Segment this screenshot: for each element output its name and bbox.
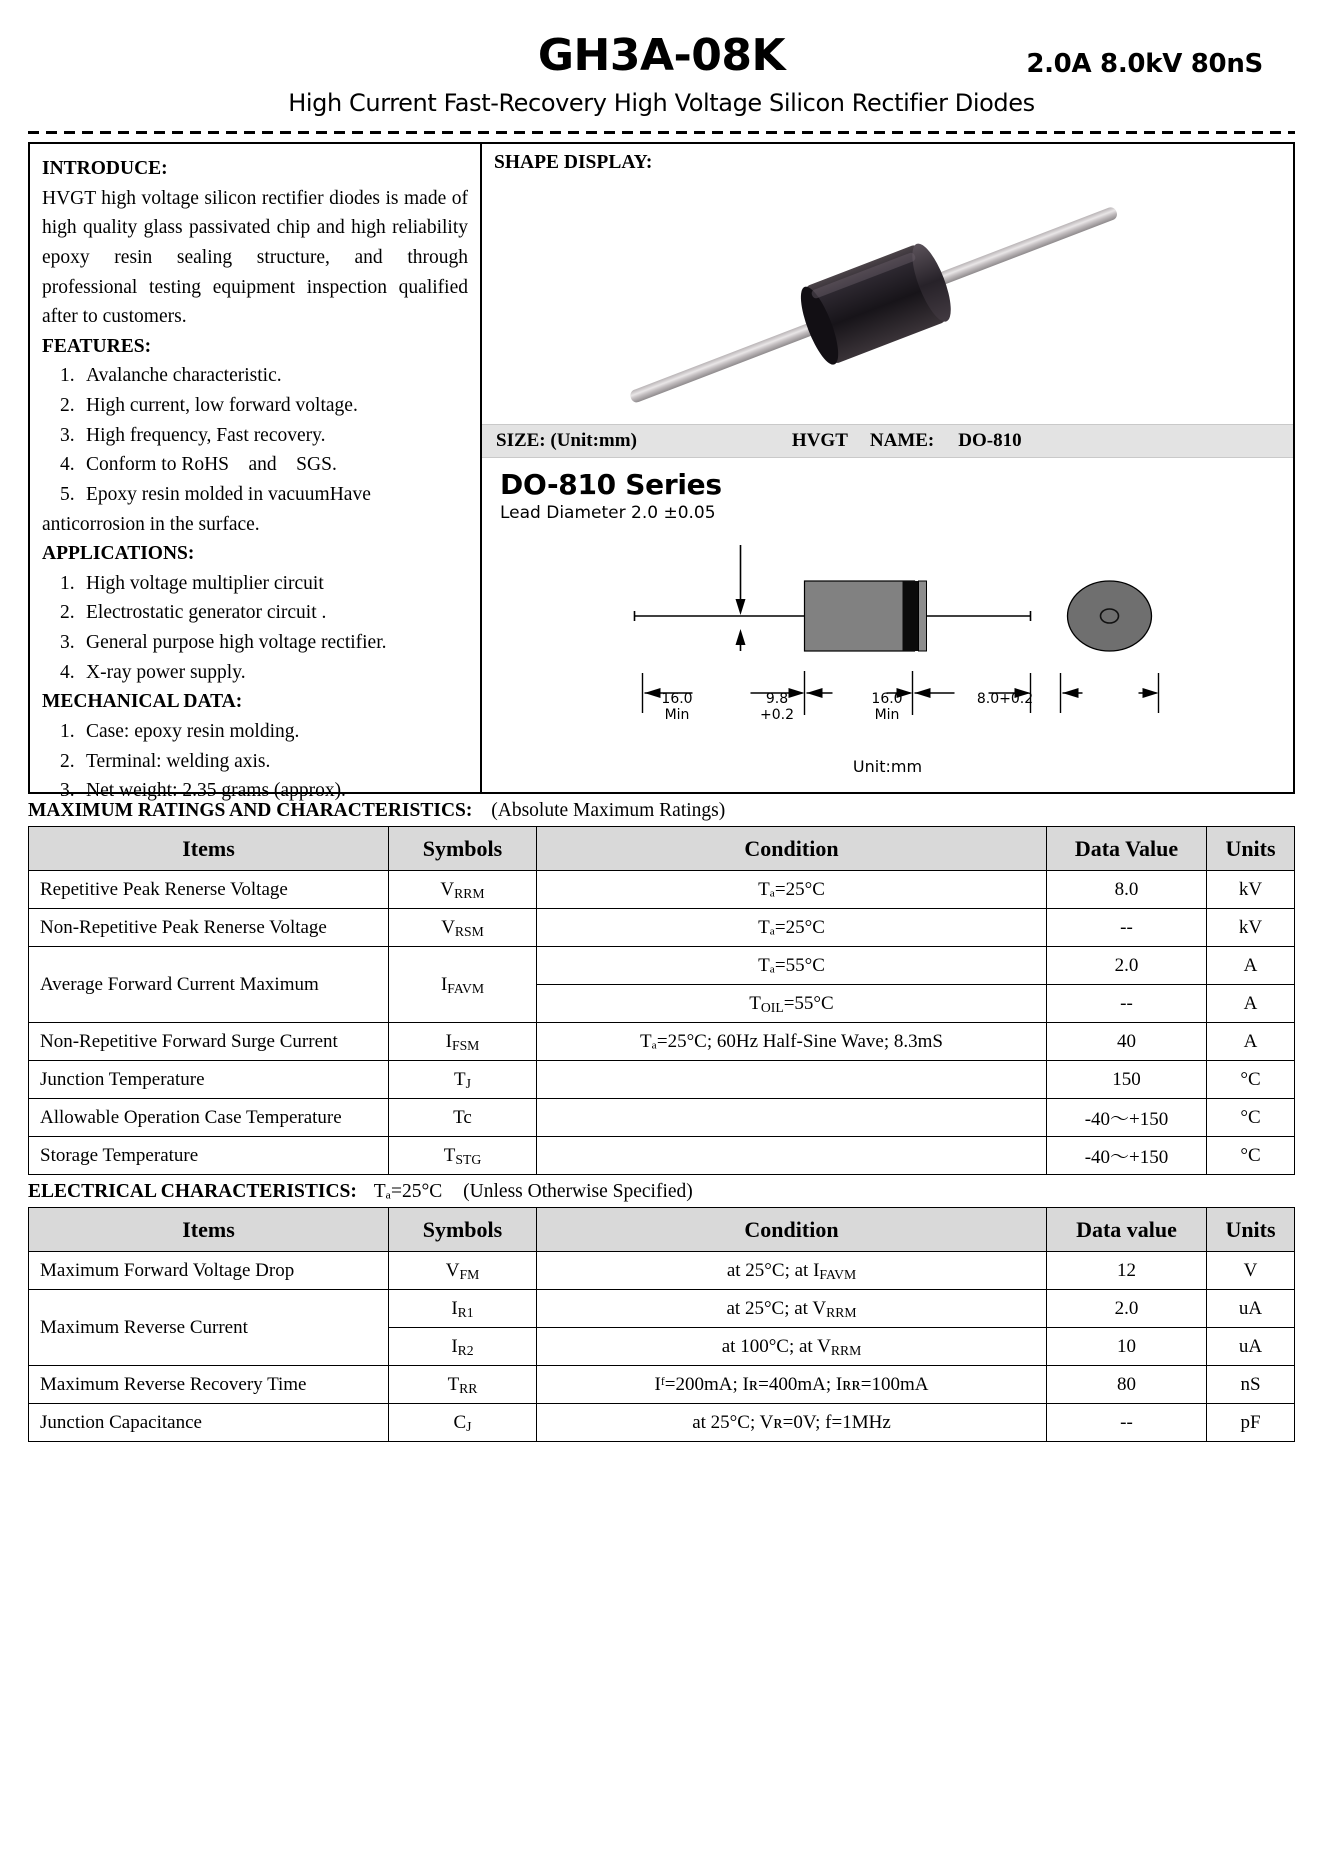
dimension-tolerance: +0.2	[760, 707, 794, 724]
max-ratings-caption	[28, 800, 1295, 822]
row-unit: V	[1207, 1252, 1295, 1290]
row-item: Repetitive Peak Renerse Voltage	[29, 871, 389, 909]
row-condition	[537, 1328, 1047, 1366]
list-number: 3.	[60, 780, 75, 802]
row-value: --	[1047, 909, 1207, 947]
table-row	[29, 1252, 1295, 1290]
condition-sub: RRM	[826, 1304, 857, 1320]
drawing-title: DO-810 Series	[500, 468, 722, 501]
dimension-value: 16.0	[871, 691, 903, 707]
dimension-4	[960, 691, 1050, 707]
dimension-value: 8.0+0.2	[976, 691, 1034, 707]
condition-sub: FAVM	[819, 1266, 857, 1282]
table-row	[29, 1099, 1295, 1137]
column-header-condition: Condition	[537, 1208, 1047, 1252]
symbol-main: I	[451, 1297, 458, 1319]
row-item: Allowable Operation Case Temperature	[29, 1099, 389, 1137]
row-symbol	[389, 1061, 537, 1099]
list-text: High voltage multiplier circuit	[86, 572, 324, 594]
symbol-main: C	[453, 1411, 467, 1433]
introduce-text: HVGT high voltage silicon rectifier diodes is made of high quality glass passivated chip and high reliability epoxy resin sealing structure, and through professional testing equipment inspection qualified after to customers.	[42, 187, 468, 328]
name-label: NAME:	[869, 430, 935, 451]
row-symbol	[389, 1137, 537, 1175]
row-item: Maximum Forward Voltage Drop	[29, 1252, 389, 1290]
symbol-main: T	[454, 1068, 466, 1090]
diode-photo	[482, 174, 1293, 424]
introduce-heading: INTRODUCE:	[42, 158, 168, 179]
right-shape-column	[482, 144, 1293, 792]
list-text: High current, low forward voltage.	[86, 395, 358, 416]
list-item	[42, 361, 468, 391]
row-unit: kV	[1207, 909, 1295, 947]
row-item: Storage Temperature	[29, 1137, 389, 1175]
electrical-caption-light: (Unless Otherwise Specified)	[463, 1181, 693, 1202]
table-row	[29, 909, 1295, 947]
row-value: -40～+150	[1047, 1099, 1207, 1137]
mechanical-list	[42, 717, 468, 806]
list-text: Avalanche characteristic.	[86, 365, 282, 387]
max-ratings-table	[28, 826, 1295, 1175]
column-header-data-value: Data Value	[1047, 827, 1207, 871]
row-unit: kV	[1207, 871, 1295, 909]
row-value: 80	[1047, 1366, 1207, 1404]
row-value: 12	[1047, 1252, 1207, 1290]
dimension-3	[852, 691, 922, 723]
row-value: 2.0	[1047, 1290, 1207, 1328]
row-unit: °C	[1207, 1099, 1295, 1137]
row-unit: nS	[1207, 1366, 1295, 1404]
list-item	[42, 391, 468, 421]
row-value: 2.0	[1047, 947, 1207, 985]
row-condition	[537, 1061, 1047, 1099]
row-value: 150	[1047, 1061, 1207, 1099]
row-item: Junction Temperature	[29, 1061, 389, 1099]
table-row	[29, 947, 1295, 985]
left-info-column	[30, 144, 482, 802]
column-header-symbols: Symbols	[389, 1208, 537, 1252]
package-name-value: DO-810	[958, 430, 1022, 451]
max-ratings-caption-bold: MAXIMUM RATINGS AND CHARACTERISTICS:	[28, 800, 473, 821]
list-item	[42, 747, 468, 777]
row-symbol	[389, 871, 537, 909]
row-item: Non-Repetitive Peak Renerse Voltage	[29, 909, 389, 947]
applications-heading: APPLICATIONS:	[42, 543, 195, 565]
dimension-value: 9.8	[765, 691, 789, 707]
list-number: 4.	[60, 454, 75, 476]
table-row	[29, 1290, 1295, 1328]
column-header-condition: Condition	[537, 827, 1047, 871]
row-unit: °C	[1207, 1061, 1295, 1099]
row-unit: A	[1207, 1023, 1295, 1061]
list-text: Epoxy resin molded in vacuumHave	[86, 483, 371, 505]
row-symbol	[389, 1328, 537, 1366]
row-unit: uA	[1207, 1328, 1295, 1366]
row-condition: Tₐ=25°C	[537, 871, 1047, 909]
symbol-main: T	[443, 1144, 456, 1166]
row-condition	[537, 1252, 1047, 1290]
row-unit: A	[1207, 985, 1295, 1023]
table-row	[29, 1366, 1295, 1404]
row-symbol: Tc	[389, 1099, 537, 1137]
symbol-sub: FM	[459, 1266, 480, 1282]
row-item: Non-Repetitive Forward Surge Current	[29, 1023, 389, 1061]
brand-label: HVGT	[791, 430, 848, 451]
list-number: 5.	[60, 483, 75, 505]
dimension-2	[747, 691, 807, 723]
list-text: Terminal: welding axis.	[86, 750, 271, 772]
package-drawing	[482, 458, 1293, 788]
row-condition: Tₐ=25°C; 60Hz Half-Sine Wave; 8.3mS	[537, 1023, 1047, 1061]
table-header-row	[29, 1208, 1295, 1252]
symbol-sub: RSM	[454, 923, 484, 939]
row-symbol	[389, 1290, 537, 1328]
list-number: 3.	[60, 424, 75, 446]
column-header-items: Items	[29, 1208, 389, 1252]
symbol-sub: FAVM	[447, 980, 485, 996]
top-panel	[28, 142, 1295, 802]
row-condition: at 25°C; Vʀ=0V; f=1MHz	[537, 1404, 1047, 1442]
condition-sub: OIL	[760, 999, 784, 1015]
row-item: Maximum Reverse Recovery Time	[29, 1366, 389, 1404]
symbol-main: I	[440, 973, 448, 995]
condition-main: at 25°C; at I	[726, 1259, 820, 1281]
electrical-caption-bold: ELECTRICAL CHARACTERISTICS:	[28, 1181, 357, 1202]
features-list	[42, 361, 468, 509]
row-value: 10	[1047, 1328, 1207, 1366]
list-text: X-ray power supply.	[86, 661, 246, 683]
dimension-1	[642, 691, 712, 723]
header-title-row	[28, 30, 1295, 81]
list-number: 4.	[60, 661, 75, 683]
ratings-summary: 2.0A 8.0kV 80nS	[1026, 49, 1263, 79]
row-condition	[537, 1290, 1047, 1328]
row-symbol	[389, 1252, 537, 1290]
row-unit: °C	[1207, 1137, 1295, 1175]
column-header-symbols: Symbols	[389, 827, 537, 871]
table-row	[29, 1023, 1295, 1061]
row-item: Average Forward Current Maximum	[29, 947, 389, 1023]
symbol-sub: J	[466, 1418, 472, 1434]
condition-main: at 100°C; at V	[721, 1335, 831, 1357]
drawing-subtitle: Lead Diameter 2.0 ±0.05	[500, 503, 716, 523]
list-text: High frequency, Fast recovery.	[86, 424, 326, 446]
table-row	[29, 871, 1295, 909]
list-item	[42, 717, 468, 747]
header-divider	[28, 131, 1295, 134]
row-value: --	[1047, 985, 1207, 1023]
row-item: Maximum Reverse Current	[29, 1290, 389, 1366]
row-symbol	[389, 1366, 537, 1404]
list-item	[42, 658, 468, 688]
row-value: 8.0	[1047, 871, 1207, 909]
row-unit: pF	[1207, 1404, 1295, 1442]
row-value: -40～+150	[1047, 1137, 1207, 1175]
list-text: Electrostatic generator circuit .	[86, 602, 327, 624]
column-header-items: Items	[29, 827, 389, 871]
dimension-tolerance: Min	[874, 707, 900, 724]
symbol-sub: J	[465, 1075, 471, 1091]
list-number: 1.	[60, 572, 75, 594]
list-text: Case: epoxy resin molding.	[86, 720, 300, 742]
row-condition: Iᶠ=200mA; Iʀ=400mA; Iʀʀ=100mA	[537, 1366, 1047, 1404]
column-header-units: Units	[1207, 827, 1295, 871]
unit-note: Unit:mm	[852, 757, 923, 776]
list-item	[42, 598, 468, 628]
part-number: GH3A-08K	[537, 30, 786, 81]
list-item	[42, 421, 468, 451]
row-condition: Tₐ=25°C	[537, 909, 1047, 947]
row-symbol	[389, 1023, 537, 1061]
dimension-tolerance: Min	[664, 707, 690, 724]
symbol-main: V	[440, 878, 455, 900]
features-continuation: anticorrosion in the surface.	[42, 513, 260, 535]
row-unit: A	[1207, 947, 1295, 985]
list-item	[42, 450, 468, 480]
electrical-caption-condition: Tₐ=25°C	[373, 1181, 443, 1202]
dimension-value: 16.0	[661, 691, 693, 707]
list-item	[42, 628, 468, 658]
symbol-main: I	[445, 1030, 452, 1052]
size-label: SIZE: (Unit:mm)	[496, 430, 637, 451]
symbol-main: V	[445, 1259, 460, 1281]
column-header-units: Units	[1207, 1208, 1295, 1252]
condition-sub: RRM	[830, 1342, 862, 1358]
row-condition: Tₐ=55°C	[537, 947, 1047, 985]
row-symbol	[389, 1404, 537, 1442]
electrical-table	[28, 1207, 1295, 1442]
list-number: 1.	[60, 365, 75, 387]
size-bar	[482, 424, 1293, 458]
mechanical-heading: MECHANICAL DATA:	[42, 691, 243, 713]
applications-list	[42, 569, 468, 688]
symbol-main: T	[447, 1373, 460, 1395]
page-header	[28, 0, 1295, 134]
row-symbol	[389, 909, 537, 947]
table-row	[29, 1061, 1295, 1099]
list-number: 2.	[60, 750, 75, 772]
row-condition	[537, 985, 1047, 1023]
row-value: 40	[1047, 1023, 1207, 1061]
list-number: 1.	[60, 720, 75, 742]
symbol-main: I	[451, 1335, 458, 1357]
list-text: Net weight: 2.35 grams (approx).	[86, 780, 346, 802]
condition-tail: =55°C	[783, 992, 834, 1014]
symbol-sub: RR	[459, 1380, 478, 1396]
electrical-caption	[28, 1181, 1295, 1203]
list-number: 3.	[60, 632, 75, 653]
symbol-main: V	[441, 916, 455, 938]
list-item	[42, 480, 468, 510]
symbol-sub: RRM	[454, 885, 485, 901]
max-ratings-caption-light: (Absolute Maximum Ratings)	[491, 800, 726, 821]
list-number: 2.	[60, 395, 75, 416]
symbol-sub: R1	[457, 1304, 474, 1320]
list-item	[42, 569, 468, 599]
symbol-sub: FSM	[451, 1037, 480, 1053]
row-condition	[537, 1099, 1047, 1137]
table-header-row	[29, 827, 1295, 871]
column-header-data-value: Data value	[1047, 1208, 1207, 1252]
list-text: General purpose high voltage rectifier.	[86, 632, 387, 653]
table-row	[29, 1137, 1295, 1175]
symbol-sub: R2	[457, 1342, 474, 1358]
row-condition	[537, 1137, 1047, 1175]
row-symbol	[389, 947, 537, 1023]
table-row	[29, 1404, 1295, 1442]
row-value: --	[1047, 1404, 1207, 1442]
list-text: Conform to RoHS and SGS.	[86, 454, 337, 476]
page-subtitle: High Current Fast-Recovery High Voltage Silicon Rectifier Diodes	[288, 89, 1035, 117]
shape-display-heading: SHAPE DISPLAY:	[494, 152, 653, 173]
condition-main: T	[749, 992, 761, 1014]
row-unit: uA	[1207, 1290, 1295, 1328]
condition-main: at 25°C; at V	[726, 1297, 827, 1319]
features-heading: FEATURES:	[42, 335, 152, 357]
row-item: Junction Capacitance	[29, 1404, 389, 1442]
symbol-sub: STG	[455, 1151, 482, 1167]
diode-photo-svg	[482, 174, 1293, 424]
list-number: 2.	[60, 602, 75, 624]
